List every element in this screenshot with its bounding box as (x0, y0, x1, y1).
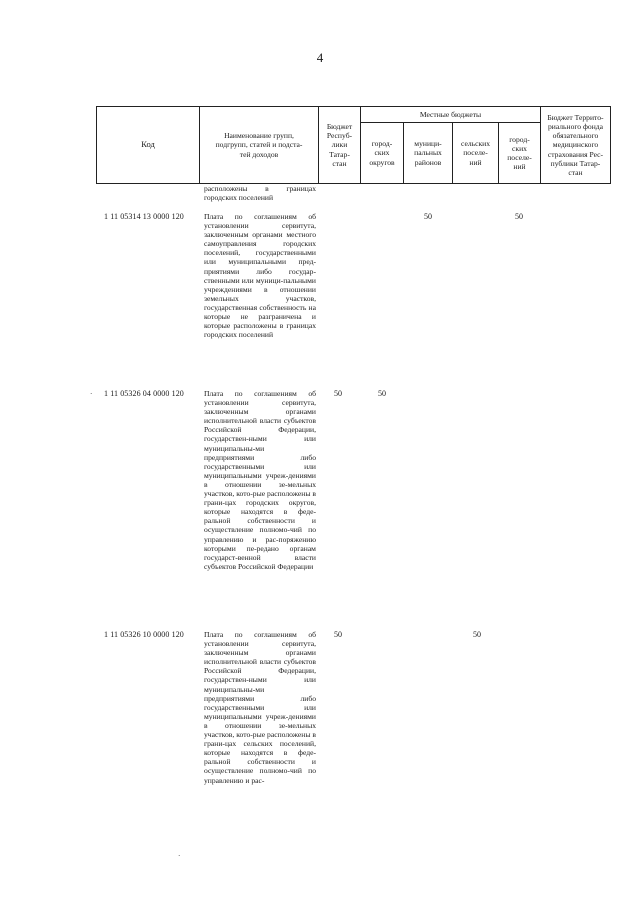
header-municipal-districts: муници- пальных районов (414, 139, 442, 167)
row-0-name: расположены в границах городских поселений (204, 184, 316, 203)
row-2-budget-rt: 50 (334, 389, 342, 398)
row-3-name: Плата по соглашениям об установлении сервитута, заключенным органами исполнительной власти субъектов Российской Федерации, государствен-ными или муниципальны-ми предприятиями либо государственными или муниципальными учреж-дениями в отношении зе-мельных участков, кото-рые расположены в грани-цах сельских поселений, которые находятся в феде-ральной собственности и осуществление полномо-чий по управлению и рас- (204, 630, 316, 785)
row-2-name: Плата по соглашениям об установлении сервитута, заключенным органами исполнительной власти субъектов Российской Федерации, государствен-ными или муниципальны-ми предприятиями либо государственными или муниципальными учреж-дениями в отношении зе-мельных участков, кото-рые расположены в грани-цах городских округов, которые находятся в феде-ральной собственности и осуществление полномо-чий по управлению и рас-поряжению которыми пе-редано органам государст-венной власти субъектов Российской Федерации (204, 389, 316, 571)
header-fund: Бюджет Террито- риального фонда обязательного медицинского страхования Рес- публики Татар- стан (547, 112, 604, 177)
margin-dot: · (90, 390, 93, 398)
header-budget-rt: Бюджет Респуб- лики Татар- стан (326, 121, 353, 168)
header-code: Код (141, 139, 155, 150)
header-urban-districts: город- ских округов (369, 139, 395, 167)
row-3-budget-rt: 50 (334, 630, 342, 639)
page-number: 4 (316, 50, 324, 65)
row-1-municipal-districts: 50 (424, 212, 432, 221)
row-1-urban-settlements: 50 (515, 212, 523, 221)
row-2-code: 1 11 05326 04 0000 120 (104, 389, 184, 398)
row-3-code: 1 11 05326 10 0000 120 (104, 630, 184, 639)
header-rural-settlements: сельских поселе- ний (460, 139, 490, 167)
header-name: Наименование групп, подгрупп, статей и подста- тей доходов (215, 131, 303, 159)
row-1-code: 1 11 05314 13 0000 120 (104, 212, 184, 221)
row-2-urban-districts: 50 (378, 389, 386, 398)
footer-dot: · (178, 852, 181, 860)
row-3-rural-settlements: 50 (473, 630, 481, 639)
row-1-name: Плата по соглашениям об установлении сервитута, заключенным органами местного самоуправления городских поселений, государственными или муниципальными пред-приятиями либо государ-ственными или муници-пальными учреждениями в отношении земельных участков, государственная собственность на которые не разграничена и которые расположены в границах городских поселений (204, 212, 316, 340)
header-urban-settlements: город- ских поселе- ний (507, 134, 532, 172)
header-local-budgets: Местные бюджеты (419, 109, 482, 119)
